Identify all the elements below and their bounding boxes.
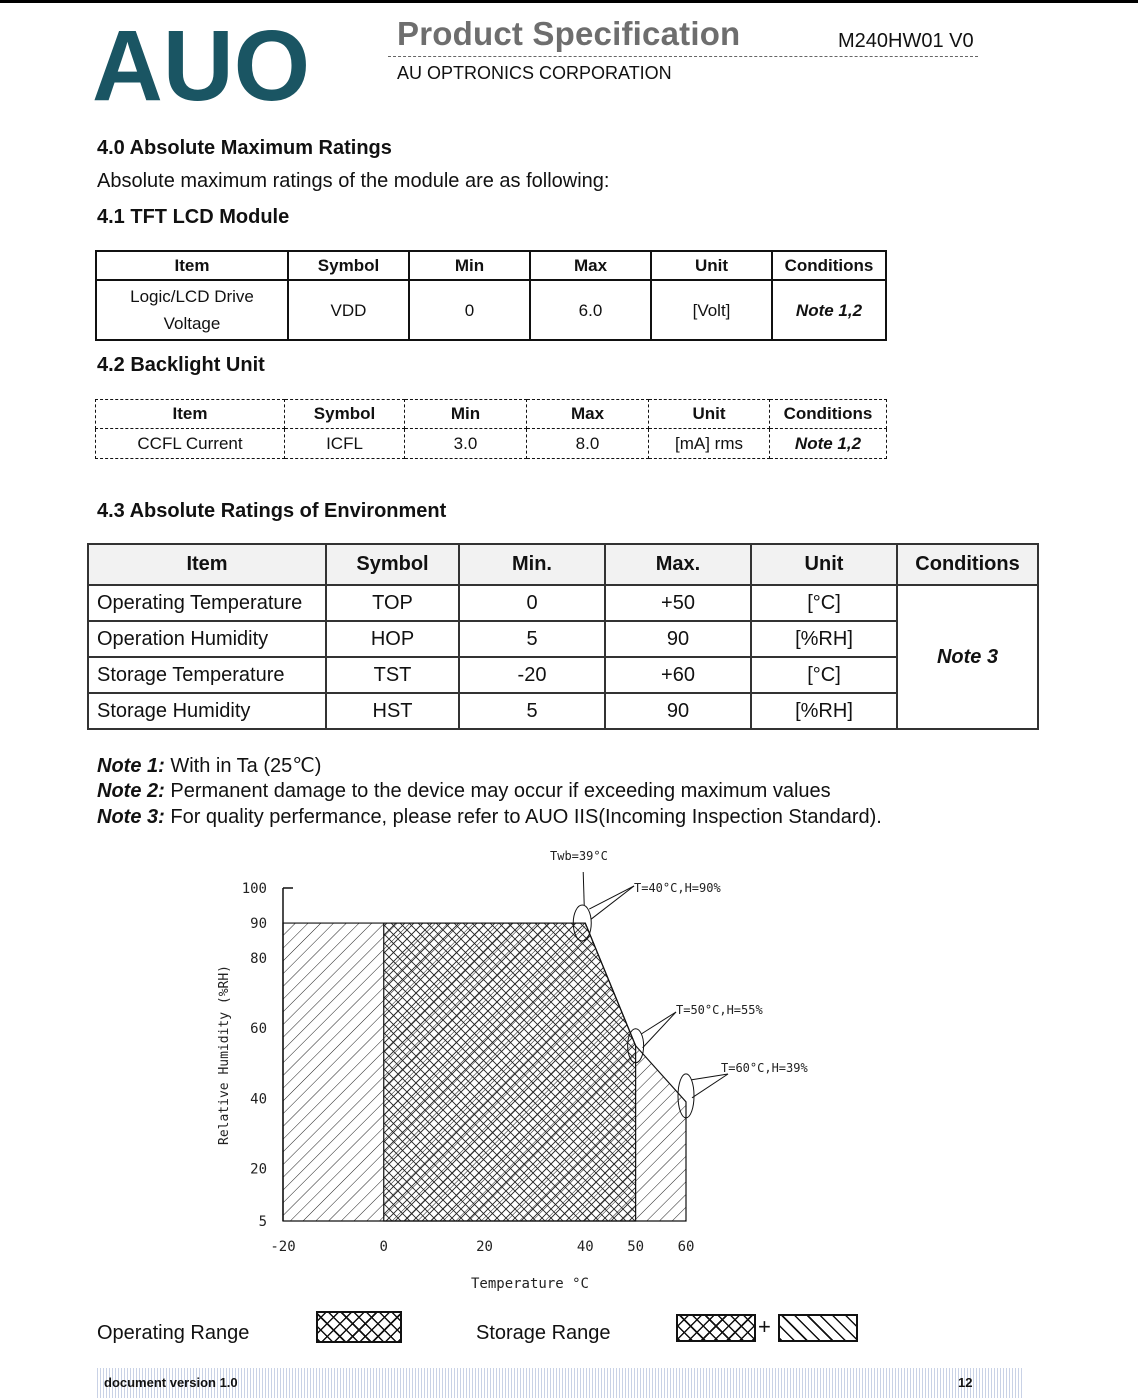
x-tick-label: 40 (576, 1239, 594, 1255)
note-2 (97, 780, 831, 803)
y-tick-label: 60 (250, 1021, 267, 1038)
max-cell: +60 (605, 657, 751, 693)
legend-operating-label: Operating Range (97, 1322, 250, 1344)
min-cell: -20 (459, 657, 605, 693)
symbol-cell: ICFL (285, 429, 405, 459)
footer-doc-version: document version 1.0 (104, 1375, 238, 1390)
max-cell: 8.0 (527, 429, 649, 459)
footer-page-number: 12 (958, 1375, 973, 1390)
col-header: Unit (649, 400, 770, 429)
conditions-cell: Note 1,2 (770, 429, 887, 459)
col-header: Item (88, 544, 326, 585)
unit-cell: [%RH] (751, 621, 897, 657)
x-tick-label: 20 (476, 1239, 493, 1255)
col-header: Min. (459, 544, 605, 585)
annotation-leader (583, 872, 584, 905)
conditions-cell: Note 3 (897, 585, 1038, 729)
col-header: Conditions (770, 400, 887, 429)
backlight-unit-table (95, 399, 887, 459)
table-header-row (88, 544, 1038, 585)
table-row (88, 621, 1038, 657)
y-tick-label: 20 (250, 1161, 267, 1178)
annotation-leader (692, 1074, 728, 1098)
symbol-cell: VDD (288, 280, 409, 340)
section-4-0-heading: 4.0 Absolute Maximum Ratings (97, 137, 392, 159)
col-header: Symbol (326, 544, 459, 585)
conditions-cell: Note 1,2 (772, 280, 886, 340)
section-4-1-heading: 4.1 TFT LCD Module (97, 206, 290, 228)
y-tick-label: 40 (250, 1091, 267, 1108)
col-header: Min (405, 400, 527, 429)
note-3 (97, 806, 882, 829)
max-cell: +50 (605, 585, 751, 621)
table-row (88, 657, 1038, 693)
x-axis-label: Temperature °C (470, 1276, 590, 1292)
document-title: Product Specification (397, 15, 741, 52)
x-tick-label: 0 (379, 1239, 388, 1255)
operating-range-swatch (316, 1311, 402, 1343)
item-cell: Storage Temperature (88, 657, 326, 693)
min-cell: 5 (459, 621, 605, 657)
x-tick-label: 60 (677, 1239, 695, 1255)
annotation-label: T=50°C,H=55% (676, 1003, 763, 1017)
min-cell: 3.0 (405, 429, 527, 459)
note-text: With in Ta (25℃) (170, 755, 322, 777)
table-row (96, 280, 886, 340)
col-header: Max. (605, 544, 751, 585)
tft-lcd-module-table (95, 250, 887, 341)
header-divider (388, 56, 978, 57)
top-rule (0, 0, 1138, 3)
max-cell: 90 (605, 621, 751, 657)
model-number: M240HW01 V0 (838, 30, 974, 52)
corporation-name: AU OPTRONICS CORPORATION (397, 63, 672, 83)
col-header: Symbol (288, 251, 409, 280)
col-header: Conditions (897, 544, 1038, 585)
table-header-row (96, 251, 886, 280)
auo-logo (92, 20, 312, 104)
auo-logo-text: AUO (92, 20, 310, 104)
y-tick-label: 100 (241, 881, 267, 897)
table-row (96, 429, 887, 459)
annotation-label: Twb=39°C (550, 849, 608, 863)
annotation-leader (589, 886, 634, 909)
col-header: Min (409, 251, 530, 280)
y-tick-label: 80 (250, 951, 267, 968)
table-header-row (96, 400, 887, 429)
note-text: For quality perfermance, please refer to AUO IIS(Incoming Inspection Standard). (170, 806, 882, 828)
unit-cell: [Volt] (651, 280, 772, 340)
symbol-cell: HOP (326, 621, 459, 657)
table-row (88, 585, 1038, 621)
item-cell: Storage Humidity (88, 693, 326, 729)
annotation-label: T=40°C,H=90% (634, 881, 721, 895)
col-header: Max (530, 251, 651, 280)
item-cell: CCFL Current (96, 429, 285, 459)
unit-cell: [%RH] (751, 693, 897, 729)
section-4-2-heading: 4.2 Backlight Unit (97, 354, 265, 376)
note-1 (97, 753, 321, 778)
section-4-0-intro: Absolute maximum ratings of the module are as following: (97, 170, 610, 192)
y-tick-label: 5 (258, 1214, 267, 1230)
legend-plus: + (758, 1314, 771, 1339)
symbol-cell: TOP (326, 585, 459, 621)
item-line: Logic/LCD Drive (130, 287, 254, 306)
min-cell: 0 (409, 280, 530, 340)
item-cell: Operating Temperature (88, 585, 326, 621)
note-label: Note 1: (97, 755, 165, 777)
col-header: Conditions (772, 251, 886, 280)
item-cell (96, 280, 288, 340)
storage-range-swatch-hatch (778, 1314, 858, 1342)
min-cell: 5 (459, 693, 605, 729)
y-tick-label: 90 (250, 916, 267, 933)
annotation-leader (591, 886, 634, 919)
item-line: Voltage (163, 314, 221, 333)
chart-plot-area (242, 849, 809, 1255)
operating-range-area (384, 923, 636, 1221)
note-label: Note 2: (97, 780, 165, 802)
col-header: Item (96, 400, 285, 429)
symbol-cell: TST (326, 657, 459, 693)
legend-storage-label: Storage Range (476, 1322, 611, 1344)
col-header: Max (527, 400, 649, 429)
col-header: Symbol (285, 400, 405, 429)
note-label: Note 3: (97, 806, 165, 828)
item-cell: Operation Humidity (88, 621, 326, 657)
unit-cell: [°C] (751, 657, 897, 693)
unit-cell: [mA] rms (649, 429, 770, 459)
max-cell: 6.0 (530, 280, 651, 340)
unit-cell: [°C] (751, 585, 897, 621)
col-header: Unit (651, 251, 772, 280)
min-cell: 0 (459, 585, 605, 621)
col-header: Item (96, 251, 288, 280)
note-text: Permanent damage to the device may occur if exceeding maximum values (170, 780, 831, 802)
annotation-label: T=60°C,H=39% (721, 1061, 808, 1075)
col-header: Unit (751, 544, 897, 585)
symbol-cell: HST (326, 693, 459, 729)
table-row (88, 693, 1038, 729)
environment-ratings-table (87, 543, 1039, 730)
x-tick-label: -20 (270, 1239, 296, 1255)
temperature-humidity-chart (200, 840, 880, 1300)
x-tick-label: 50 (627, 1239, 645, 1255)
section-4-3-heading: 4.3 Absolute Ratings of Environment (97, 500, 447, 522)
storage-range-swatch-cross (676, 1314, 756, 1342)
max-cell: 90 (605, 693, 751, 729)
y-axis-label: Relative Humidity (%RH) (217, 964, 232, 1146)
